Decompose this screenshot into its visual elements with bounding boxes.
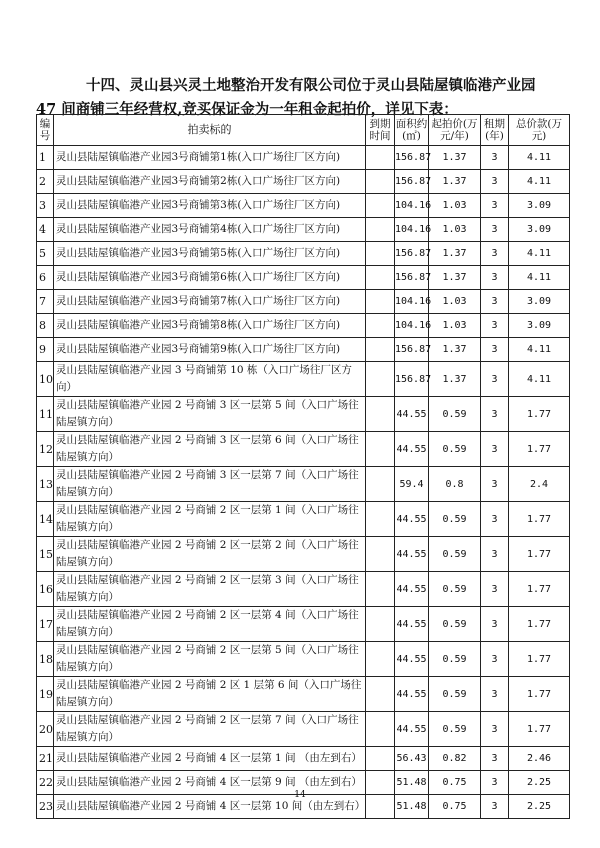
cell-total: 3.09 bbox=[509, 290, 570, 314]
table-row bbox=[37, 432, 570, 467]
cell-due bbox=[366, 170, 395, 194]
cell-price: 1.03 bbox=[429, 218, 481, 242]
cell-due bbox=[366, 362, 395, 397]
cell-total: 3.09 bbox=[509, 194, 570, 218]
cell-price: 0.59 bbox=[429, 712, 481, 747]
cell-term: 3 bbox=[481, 712, 509, 747]
cell-area: 156.87 bbox=[395, 338, 429, 362]
cell-term: 3 bbox=[481, 771, 509, 795]
table-row bbox=[37, 170, 570, 194]
cell-total: 4.11 bbox=[509, 266, 570, 290]
cell-term: 3 bbox=[481, 502, 509, 537]
cell-due bbox=[366, 218, 395, 242]
table-body bbox=[37, 146, 570, 819]
cell-area: 156.87 bbox=[395, 242, 429, 266]
table-row bbox=[37, 712, 570, 747]
cell-no: 20 bbox=[37, 712, 54, 747]
cell-area: 44.55 bbox=[395, 642, 429, 677]
cell-total: 2.25 bbox=[509, 771, 570, 795]
cell-total: 1.77 bbox=[509, 537, 570, 572]
cell-term: 3 bbox=[481, 146, 509, 170]
cell-area: 104.16 bbox=[395, 290, 429, 314]
cell-no: 22 bbox=[37, 771, 54, 795]
cell-item: 灵山县陆屋镇临港产业园3号商铺第4栋(入口广场往厂区方向) bbox=[54, 218, 366, 242]
header-area: 面积约(㎡) bbox=[395, 115, 429, 146]
heading-line-1: 十四、灵山县兴灵土地整治开发有限公司位于灵山县陆屋镇临港产业园 bbox=[86, 77, 536, 94]
cell-item: 灵山县陆屋镇临港产业园 2 号商铺 4 区一层第 10 间（由左到右） bbox=[54, 795, 366, 819]
cell-price: 0.75 bbox=[429, 795, 481, 819]
cell-due bbox=[366, 432, 395, 467]
cell-no: 7 bbox=[37, 290, 54, 314]
cell-price: 0.82 bbox=[429, 747, 481, 771]
cell-total: 4.11 bbox=[509, 338, 570, 362]
cell-item: 灵山县陆屋镇临港产业园3号商铺第9栋(入口广场往厂区方向) bbox=[54, 338, 366, 362]
table-row bbox=[37, 242, 570, 266]
cell-item: 灵山县陆屋镇临港产业园 2 号商铺 2 区 1 层第 6 间（入口广场往陆屋镇方向） bbox=[54, 677, 366, 712]
cell-area: 104.16 bbox=[395, 194, 429, 218]
table-row bbox=[37, 314, 570, 338]
cell-price: 1.37 bbox=[429, 242, 481, 266]
cell-item: 灵山县陆屋镇临港产业园 2 号商铺 2 区一层第 7 间（入口广场往陆屋镇方向） bbox=[54, 712, 366, 747]
cell-area: 51.48 bbox=[395, 771, 429, 795]
cell-price: 1.03 bbox=[429, 314, 481, 338]
auction-table bbox=[36, 114, 570, 819]
cell-area: 44.55 bbox=[395, 712, 429, 747]
cell-term: 3 bbox=[481, 677, 509, 712]
cell-due bbox=[366, 146, 395, 170]
table-row bbox=[37, 362, 570, 397]
cell-item: 灵山县陆屋镇临港产业园3号商铺第7栋(入口广场往厂区方向) bbox=[54, 290, 366, 314]
cell-no: 2 bbox=[37, 170, 54, 194]
header-price: 起拍价(万元/年) bbox=[429, 115, 481, 146]
table-row bbox=[37, 747, 570, 771]
cell-area: 44.55 bbox=[395, 607, 429, 642]
cell-no: 4 bbox=[37, 218, 54, 242]
table-row bbox=[37, 677, 570, 712]
cell-no: 17 bbox=[37, 607, 54, 642]
cell-due bbox=[366, 397, 395, 432]
cell-price: 0.59 bbox=[429, 677, 481, 712]
cell-area: 156.87 bbox=[395, 362, 429, 397]
heading-line-2: 47 间商铺三年经营权,竞买保证金为一年租金起拍价，详见下表： bbox=[36, 101, 458, 118]
cell-price: 0.59 bbox=[429, 607, 481, 642]
cell-item: 灵山县陆屋镇临港产业园3号商铺第5栋(入口广场往厂区方向) bbox=[54, 242, 366, 266]
cell-due bbox=[366, 502, 395, 537]
cell-area: 44.55 bbox=[395, 537, 429, 572]
cell-term: 3 bbox=[481, 572, 509, 607]
cell-term: 3 bbox=[481, 194, 509, 218]
table-row bbox=[37, 572, 570, 607]
cell-total: 2.4 bbox=[509, 467, 570, 502]
cell-total: 3.09 bbox=[509, 314, 570, 338]
cell-total: 1.77 bbox=[509, 712, 570, 747]
table-row bbox=[37, 502, 570, 537]
cell-item: 灵山县陆屋镇临港产业园3号商铺第2栋(入口广场往厂区方向) bbox=[54, 170, 366, 194]
header-no: 编号 bbox=[37, 115, 54, 146]
cell-item: 灵山县陆屋镇临港产业园 2 号商铺 2 区一层第 1 间（入口广场往陆屋镇方向） bbox=[54, 502, 366, 537]
cell-total: 1.77 bbox=[509, 607, 570, 642]
cell-price: 0.59 bbox=[429, 502, 481, 537]
cell-price: 0.59 bbox=[429, 572, 481, 607]
cell-total: 1.77 bbox=[509, 677, 570, 712]
cell-price: 1.37 bbox=[429, 146, 481, 170]
cell-no: 10 bbox=[37, 362, 54, 397]
cell-due bbox=[366, 290, 395, 314]
cell-no: 15 bbox=[37, 537, 54, 572]
cell-no: 9 bbox=[37, 338, 54, 362]
cell-price: 1.37 bbox=[429, 362, 481, 397]
table-row bbox=[37, 642, 570, 677]
cell-term: 3 bbox=[481, 397, 509, 432]
cell-no: 12 bbox=[37, 432, 54, 467]
cell-total: 3.09 bbox=[509, 218, 570, 242]
cell-item: 灵山县陆屋镇临港产业园3号商铺第3栋(入口广场往厂区方向) bbox=[54, 194, 366, 218]
cell-term: 3 bbox=[481, 290, 509, 314]
header-due: 到期时间 bbox=[366, 115, 395, 146]
table-row bbox=[37, 607, 570, 642]
cell-item: 灵山县陆屋镇临港产业园3号商铺第6栋(入口广场往厂区方向) bbox=[54, 266, 366, 290]
cell-term: 3 bbox=[481, 432, 509, 467]
cell-no: 23 bbox=[37, 795, 54, 819]
cell-no: 21 bbox=[37, 747, 54, 771]
cell-total: 4.11 bbox=[509, 170, 570, 194]
cell-due bbox=[366, 572, 395, 607]
cell-item: 灵山县陆屋镇临港产业园 2 号商铺 3 区一层第 6 间（入口广场往陆屋镇方向） bbox=[54, 432, 366, 467]
cell-term: 3 bbox=[481, 747, 509, 771]
cell-area: 59.4 bbox=[395, 467, 429, 502]
cell-price: 1.03 bbox=[429, 290, 481, 314]
cell-no: 16 bbox=[37, 572, 54, 607]
cell-term: 3 bbox=[481, 642, 509, 677]
table-row bbox=[37, 338, 570, 362]
cell-total: 4.11 bbox=[509, 362, 570, 397]
table-header-row bbox=[37, 115, 570, 146]
cell-item: 灵山县陆屋镇临港产业园 2 号商铺 3 区一层第 5 间（入口广场往陆屋镇方向） bbox=[54, 397, 366, 432]
cell-due bbox=[366, 338, 395, 362]
cell-term: 3 bbox=[481, 795, 509, 819]
header-term: 租期(年) bbox=[481, 115, 509, 146]
cell-term: 3 bbox=[481, 537, 509, 572]
cell-term: 3 bbox=[481, 467, 509, 502]
cell-no: 3 bbox=[37, 194, 54, 218]
cell-area: 44.55 bbox=[395, 677, 429, 712]
cell-item: 灵山县陆屋镇临港产业园3号商铺第1栋(入口广场往厂区方向) bbox=[54, 146, 366, 170]
cell-price: 0.59 bbox=[429, 432, 481, 467]
table-row bbox=[37, 537, 570, 572]
cell-total: 4.11 bbox=[509, 146, 570, 170]
header-total: 总价款(万元) bbox=[509, 115, 570, 146]
cell-due bbox=[366, 537, 395, 572]
cell-due bbox=[366, 242, 395, 266]
cell-no: 18 bbox=[37, 642, 54, 677]
cell-area: 156.87 bbox=[395, 266, 429, 290]
cell-due bbox=[366, 712, 395, 747]
cell-area: 44.55 bbox=[395, 432, 429, 467]
cell-term: 3 bbox=[481, 218, 509, 242]
cell-no: 14 bbox=[37, 502, 54, 537]
cell-due bbox=[366, 677, 395, 712]
header-item: 拍卖标的 bbox=[54, 115, 366, 146]
table-row bbox=[37, 397, 570, 432]
cell-term: 3 bbox=[481, 170, 509, 194]
cell-area: 56.43 bbox=[395, 747, 429, 771]
cell-total: 1.77 bbox=[509, 432, 570, 467]
cell-no: 13 bbox=[37, 467, 54, 502]
table-row bbox=[37, 194, 570, 218]
cell-due bbox=[366, 314, 395, 338]
cell-due bbox=[366, 467, 395, 502]
cell-area: 44.55 bbox=[395, 572, 429, 607]
cell-price: 0.59 bbox=[429, 642, 481, 677]
cell-price: 1.37 bbox=[429, 170, 481, 194]
page-number: 14 bbox=[294, 790, 306, 800]
cell-item: 灵山县陆屋镇临港产业园 2 号商铺 2 区一层第 2 间（入口广场往陆屋镇方向） bbox=[54, 537, 366, 572]
cell-no: 19 bbox=[37, 677, 54, 712]
cell-due bbox=[366, 266, 395, 290]
cell-item: 灵山县陆屋镇临港产业园3号商铺第8栋(入口广场往厂区方向) bbox=[54, 314, 366, 338]
cell-item: 灵山县陆屋镇临港产业园 3 号商铺第 10 栋（入口广场往厂区方向） bbox=[54, 362, 366, 397]
cell-term: 3 bbox=[481, 362, 509, 397]
cell-price: 1.37 bbox=[429, 266, 481, 290]
cell-term: 3 bbox=[481, 607, 509, 642]
cell-area: 44.55 bbox=[395, 397, 429, 432]
table-row bbox=[37, 266, 570, 290]
cell-total: 4.11 bbox=[509, 242, 570, 266]
cell-area: 51.48 bbox=[395, 795, 429, 819]
cell-area: 104.16 bbox=[395, 218, 429, 242]
cell-total: 2.25 bbox=[509, 795, 570, 819]
cell-area: 156.87 bbox=[395, 146, 429, 170]
cell-total: 1.77 bbox=[509, 642, 570, 677]
cell-term: 3 bbox=[481, 314, 509, 338]
table-row bbox=[37, 218, 570, 242]
cell-price: 0.8 bbox=[429, 467, 481, 502]
cell-price: 0.59 bbox=[429, 397, 481, 432]
table-row bbox=[37, 146, 570, 170]
cell-no: 6 bbox=[37, 266, 54, 290]
cell-item: 灵山县陆屋镇临港产业园 2 号商铺 3 区一层第 7 间（入口广场往陆屋镇方向） bbox=[54, 467, 366, 502]
cell-item: 灵山县陆屋镇临港产业园 2 号商铺 2 区一层第 5 间（入口广场往陆屋镇方向） bbox=[54, 642, 366, 677]
cell-total: 2.46 bbox=[509, 747, 570, 771]
cell-no: 8 bbox=[37, 314, 54, 338]
cell-item: 灵山县陆屋镇临港产业园 2 号商铺 4 区一层第 1 间 （由左到右） bbox=[54, 747, 366, 771]
cell-price: 1.37 bbox=[429, 338, 481, 362]
cell-area: 104.16 bbox=[395, 314, 429, 338]
cell-term: 3 bbox=[481, 242, 509, 266]
cell-no: 5 bbox=[37, 242, 54, 266]
cell-due bbox=[366, 607, 395, 642]
table-row bbox=[37, 467, 570, 502]
cell-total: 1.77 bbox=[509, 572, 570, 607]
cell-area: 156.87 bbox=[395, 170, 429, 194]
cell-due bbox=[366, 642, 395, 677]
cell-term: 3 bbox=[481, 266, 509, 290]
cell-item: 灵山县陆屋镇临港产业园 2 号商铺 2 区一层第 3 间（入口广场往陆屋镇方向） bbox=[54, 572, 366, 607]
cell-total: 1.77 bbox=[509, 397, 570, 432]
cell-item: 灵山县陆屋镇临港产业园 2 号商铺 4 区一层第 9 间 （由左到右） bbox=[54, 771, 366, 795]
cell-item: 灵山县陆屋镇临港产业园 2 号商铺 2 区一层第 4 间（入口广场往陆屋镇方向） bbox=[54, 607, 366, 642]
cell-term: 3 bbox=[481, 338, 509, 362]
cell-due bbox=[366, 747, 395, 771]
cell-price: 0.75 bbox=[429, 771, 481, 795]
cell-price: 1.03 bbox=[429, 194, 481, 218]
cell-area: 44.55 bbox=[395, 502, 429, 537]
table-row bbox=[37, 290, 570, 314]
cell-price: 0.59 bbox=[429, 537, 481, 572]
cell-total: 1.77 bbox=[509, 502, 570, 537]
cell-no: 11 bbox=[37, 397, 54, 432]
cell-due bbox=[366, 194, 395, 218]
cell-no: 1 bbox=[37, 146, 54, 170]
